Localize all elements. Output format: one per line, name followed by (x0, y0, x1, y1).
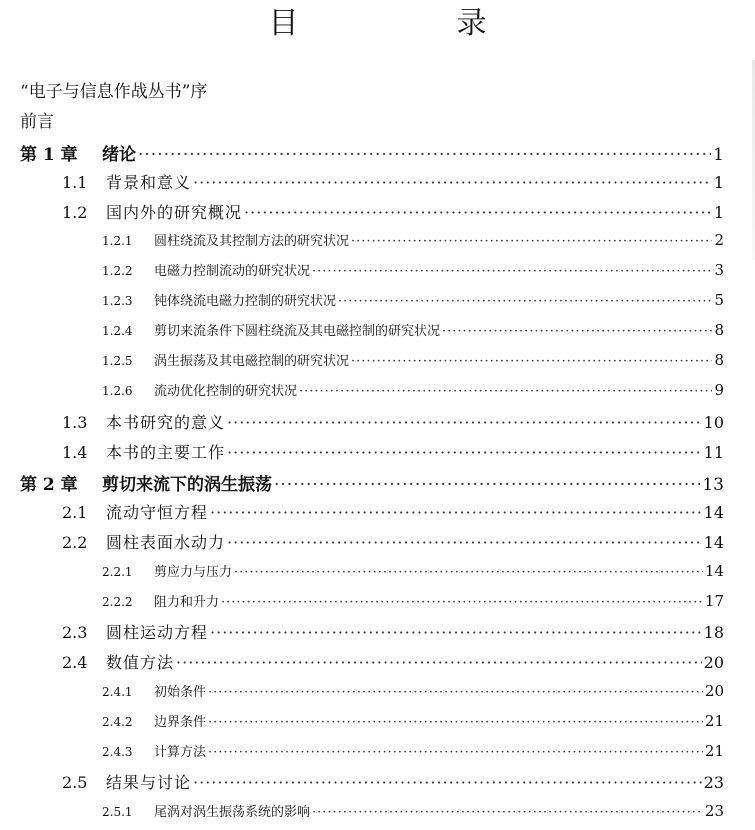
front-matter-series-preface: “电子与信息作战丛书”序 (20, 82, 208, 102)
toc-page-number: 8 (714, 351, 724, 369)
toc-title: 本书的主要工作 (106, 443, 226, 462)
toc-number: 1.3 (62, 413, 88, 432)
dot-leader (244, 203, 712, 222)
dot-leader (221, 595, 703, 610)
toc-title: 边界条件 (154, 715, 207, 730)
toc-page-number: 17 (704, 592, 724, 610)
toc-section (62, 620, 724, 644)
dot-leader (208, 685, 703, 700)
toc-title: 剪切来流条件下圆柱绕流及其电磁控制的研究状况 (154, 324, 441, 339)
toc-page-number: 21 (704, 742, 724, 760)
toc-subsection (102, 380, 724, 402)
toc-section (62, 410, 724, 434)
toc-page-number: 1 (713, 203, 724, 222)
toc-chapter (20, 140, 724, 164)
toc-number: 2.4.2 (102, 715, 133, 729)
dot-leader (138, 145, 711, 164)
dot-leader (338, 294, 712, 309)
toc-section (62, 170, 724, 194)
toc-section (62, 530, 724, 554)
toc-title: 剪切来流下的涡生振荡 (102, 475, 272, 494)
toc-title: 电磁力控制流动的研究状况 (154, 264, 311, 279)
toc-title: 圆柱绕流及其控制方法的研究状况 (154, 234, 350, 249)
dot-leader (299, 384, 712, 399)
toc-number: 1.2.6 (102, 384, 133, 398)
toc-subsection (102, 741, 724, 763)
toc-title: 流动优化控制的研究状况 (154, 384, 298, 399)
toc-subsection (102, 230, 724, 252)
toc-page-number: 10 (703, 413, 724, 432)
dot-leader (193, 173, 712, 192)
toc-number: 2.5 (62, 773, 88, 792)
dot-leader (351, 354, 712, 369)
toc-page-number: 14 (704, 562, 724, 580)
dot-leader (234, 565, 703, 580)
toc-title: 绪论 (102, 145, 136, 164)
dot-leader (208, 745, 703, 760)
toc-page-number: 21 (704, 712, 724, 730)
toc-number: 1.1 (62, 173, 88, 192)
toc-title: 流动守恒方程 (106, 503, 209, 522)
toc-number: 1.2.2 (102, 264, 133, 278)
toc-title: 国内外的研究概况 (106, 203, 243, 222)
toc-number: 第 2 章 (20, 475, 78, 494)
toc-page-number: 5 (714, 291, 724, 309)
toc-page-number: 1 (713, 145, 724, 164)
toc-page-number: 3 (714, 261, 724, 279)
toc-title: 圆柱表面水动力 (106, 533, 226, 552)
toc-number: 1.2.1 (102, 234, 133, 248)
toc-number: 2.2.1 (102, 565, 133, 579)
toc-number: 2.3 (62, 623, 88, 642)
toc-page-number: 2 (714, 231, 724, 249)
toc-page-number: 13 (702, 475, 724, 494)
toc-subsection (102, 801, 724, 823)
toc-section (62, 440, 724, 464)
toc-chapter (20, 470, 724, 494)
toc-number: 1.2 (62, 203, 88, 222)
toc-section (62, 500, 724, 524)
toc-page-number: 1 (713, 173, 724, 192)
dot-leader (208, 715, 703, 730)
toc-page-number: 14 (703, 533, 724, 552)
toc-section (62, 200, 724, 224)
toc-title: 剪应力与压力 (154, 565, 233, 580)
dot-leader (193, 773, 702, 792)
dot-leader (442, 324, 712, 339)
toc-subsection (102, 711, 724, 733)
toc-page-number: 14 (703, 503, 724, 522)
toc-title: 本书研究的意义 (106, 413, 226, 432)
dot-leader (312, 805, 703, 820)
toc-number: 1.2.4 (102, 324, 133, 338)
dot-leader (227, 413, 702, 432)
toc-subsection (102, 681, 724, 703)
toc-title: 数值方法 (106, 653, 175, 672)
toc-page-number: 23 (703, 773, 724, 792)
toc-section (62, 770, 724, 794)
toc-number: 2.4.3 (102, 745, 133, 759)
toc-title: 圆柱运动方程 (106, 623, 209, 642)
dot-leader (312, 264, 712, 279)
toc-page-number: 9 (714, 381, 724, 399)
toc-page-number: 18 (703, 623, 724, 642)
toc-title: 初始条件 (154, 685, 207, 700)
toc-page-number: 11 (703, 443, 724, 462)
dot-leader (351, 234, 712, 249)
toc-page-number: 20 (703, 653, 724, 672)
toc-title: 背景和意义 (106, 173, 192, 192)
toc-subsection (102, 591, 724, 613)
toc-number: 2.5.1 (102, 805, 133, 819)
toc-title: 尾涡对涡生振荡系统的影响 (154, 805, 311, 820)
page-title: 目 录 (268, 6, 551, 41)
toc-number: 2.1 (62, 503, 88, 522)
dot-leader (227, 443, 702, 462)
dot-leader (227, 533, 702, 552)
toc-title: 阻力和升力 (154, 595, 220, 610)
toc-number: 1.4 (62, 443, 88, 462)
toc-subsection (102, 350, 724, 372)
toc-subsection (102, 561, 724, 583)
toc-number: 2.4.1 (102, 685, 133, 699)
dot-leader (210, 503, 702, 522)
toc-subsection (102, 290, 724, 312)
dot-leader (210, 623, 702, 642)
toc-page-number: 8 (714, 321, 724, 339)
toc-page-number: 23 (704, 802, 724, 820)
toc-number: 2.4 (62, 653, 88, 672)
toc-number: 第 1 章 (20, 145, 78, 164)
toc-title: 结果与讨论 (106, 773, 192, 792)
toc-number: 1.2.3 (102, 294, 133, 308)
toc-subsection (102, 260, 724, 282)
toc-page-number: 20 (704, 682, 724, 700)
toc-title: 计算方法 (154, 745, 207, 760)
toc-number: 2.2.2 (102, 595, 133, 609)
toc-title: 涡生振荡及其电磁控制的研究状况 (154, 354, 350, 369)
dot-leader (274, 475, 700, 494)
toc-number: 2.2 (62, 533, 88, 552)
toc-subsection (102, 320, 724, 342)
front-matter-foreword: 前言 (20, 112, 54, 132)
toc-number: 1.2.5 (102, 354, 133, 368)
toc-section (62, 650, 724, 674)
toc-title: 钝体绕流电磁力控制的研究状况 (154, 294, 337, 309)
dot-leader (176, 653, 702, 672)
